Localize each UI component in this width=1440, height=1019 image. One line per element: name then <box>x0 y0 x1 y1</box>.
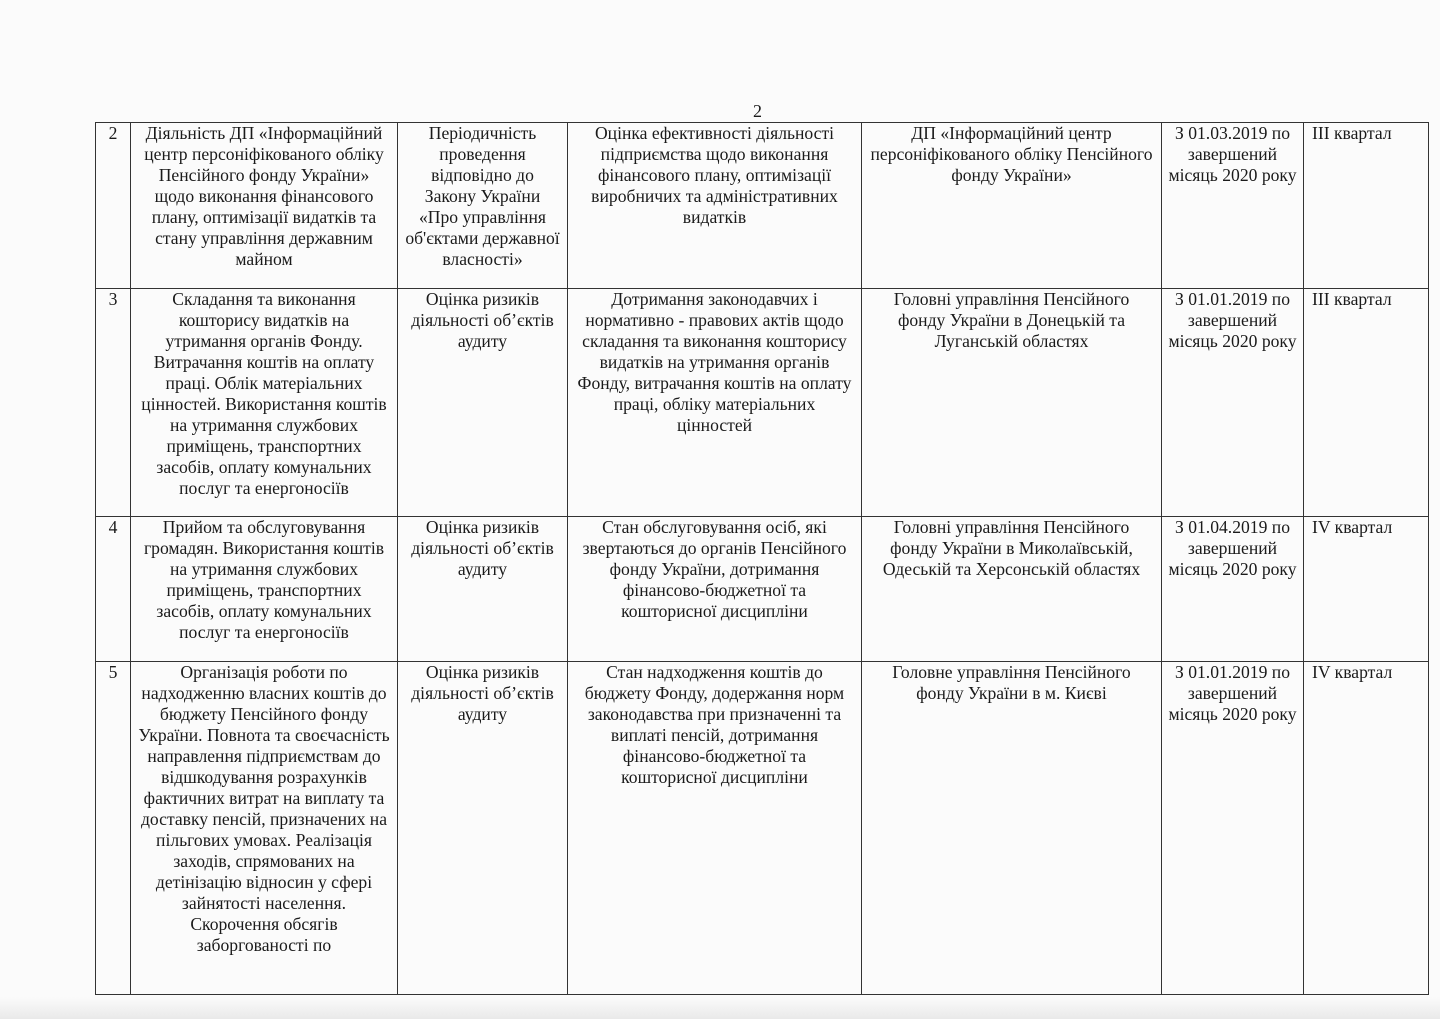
audit-basis: Оцінка ризиків діяльності об’єктів аудиту <box>398 289 568 517</box>
audit-term: III квартал <box>1304 289 1429 517</box>
table-row <box>96 289 1429 517</box>
row-number: 4 <box>96 517 131 662</box>
audit-basis: Періодичність проведення відповідно до Закону України «Про управління об'єктами державної власності» <box>398 123 568 289</box>
table-row <box>96 517 1429 662</box>
row-number: 2 <box>96 123 131 289</box>
audit-subject: Організація роботи по надходженню власних коштів до бюджету Пенсійного фонду України. Повнота та своєчасність направлення підприємствам до відшкодування розрахунків фактичних витрат на виплату та доставку пенсій, призначених на пільгових умовах. Реалізація заходів, спрямованих на детінізацію відносин у сфері зайнятості населення. Скорочення обсягів заборгованості по <box>131 662 398 995</box>
audit-term: IV квартал <box>1304 662 1429 995</box>
audit-subject: Прийом та обслуговування громадян. Використання коштів на утримання службових приміщень, транспортних засобів, оплату комунальних послуг та енергоносіїв <box>131 517 398 662</box>
audit-subject: Складання та виконання кошторису видатків на утримання органів Фонду. Витрачання коштів на оплату праці. Облік матеріальних цінностей. Використання коштів на утримання службових приміщень, транспортних засобів, оплату комунальних послуг та енергоносіїв <box>131 289 398 517</box>
row-number: 5 <box>96 662 131 995</box>
audit-period: З 01.03.2019 по завершений місяць 2020 року <box>1162 123 1304 289</box>
scan-edge <box>0 997 1440 1019</box>
audit-plan-table <box>95 122 1429 995</box>
audit-subject: Діяльність ДП «Інформаційний центр персоніфікованого обліку Пенсійного фонду України» щодо виконання фінансового плану, оптимізації видатків та стану управління державним майном <box>131 123 398 289</box>
audit-object: ДП «Інформаційний центр персоніфікованого обліку Пенсійного фонду України» <box>862 123 1162 289</box>
audit-goal: Дотримання законодавчих і нормативно - правових актів щодо складання та виконання кошторису видатків на утримання органів Фонду, витрачання коштів на оплату праці, обліку матеріальних цінностей <box>568 289 862 517</box>
audit-goal: Оцінка ефективності діяльності підприємства щодо виконання фінансового плану, оптимізації виробничих та адміністративних видатків <box>568 123 862 289</box>
row-number: 3 <box>96 289 131 517</box>
audit-object: Головні управління Пенсійного фонду України в Миколаївській, Одеській та Херсонській областях <box>862 517 1162 662</box>
audit-goal: Стан надходження коштів до бюджету Фонду, додержання норм законодавства при призначенні та виплаті пенсій, дотримання фінансово-бюджетної та кошторисної дисципліни <box>568 662 862 995</box>
audit-object: Головне управління Пенсійного фонду України в м. Києві <box>862 662 1162 995</box>
audit-term: III квартал <box>1304 123 1429 289</box>
audit-period: З 01.01.2019 по завершений місяць 2020 року <box>1162 662 1304 995</box>
table-row <box>96 123 1429 289</box>
audit-basis: Оцінка ризиків діяльності об’єктів аудиту <box>398 662 568 995</box>
audit-goal: Стан обслуговування осіб, які звертаються до органів Пенсійного фонду України, дотримання фінансово-бюджетної та кошторисної дисципліни <box>568 517 862 662</box>
audit-basis: Оцінка ризиків діяльності об’єктів аудиту <box>398 517 568 662</box>
page-number: 2 <box>753 101 762 121</box>
audit-period: З 01.01.2019 по завершений місяць 2020 року <box>1162 289 1304 517</box>
table-row <box>96 662 1429 995</box>
audit-period: З 01.04.2019 по завершений місяць 2020 року <box>1162 517 1304 662</box>
audit-term: IV квартал <box>1304 517 1429 662</box>
audit-object: Головні управління Пенсійного фонду України в Донецькій та Луганській областях <box>862 289 1162 517</box>
